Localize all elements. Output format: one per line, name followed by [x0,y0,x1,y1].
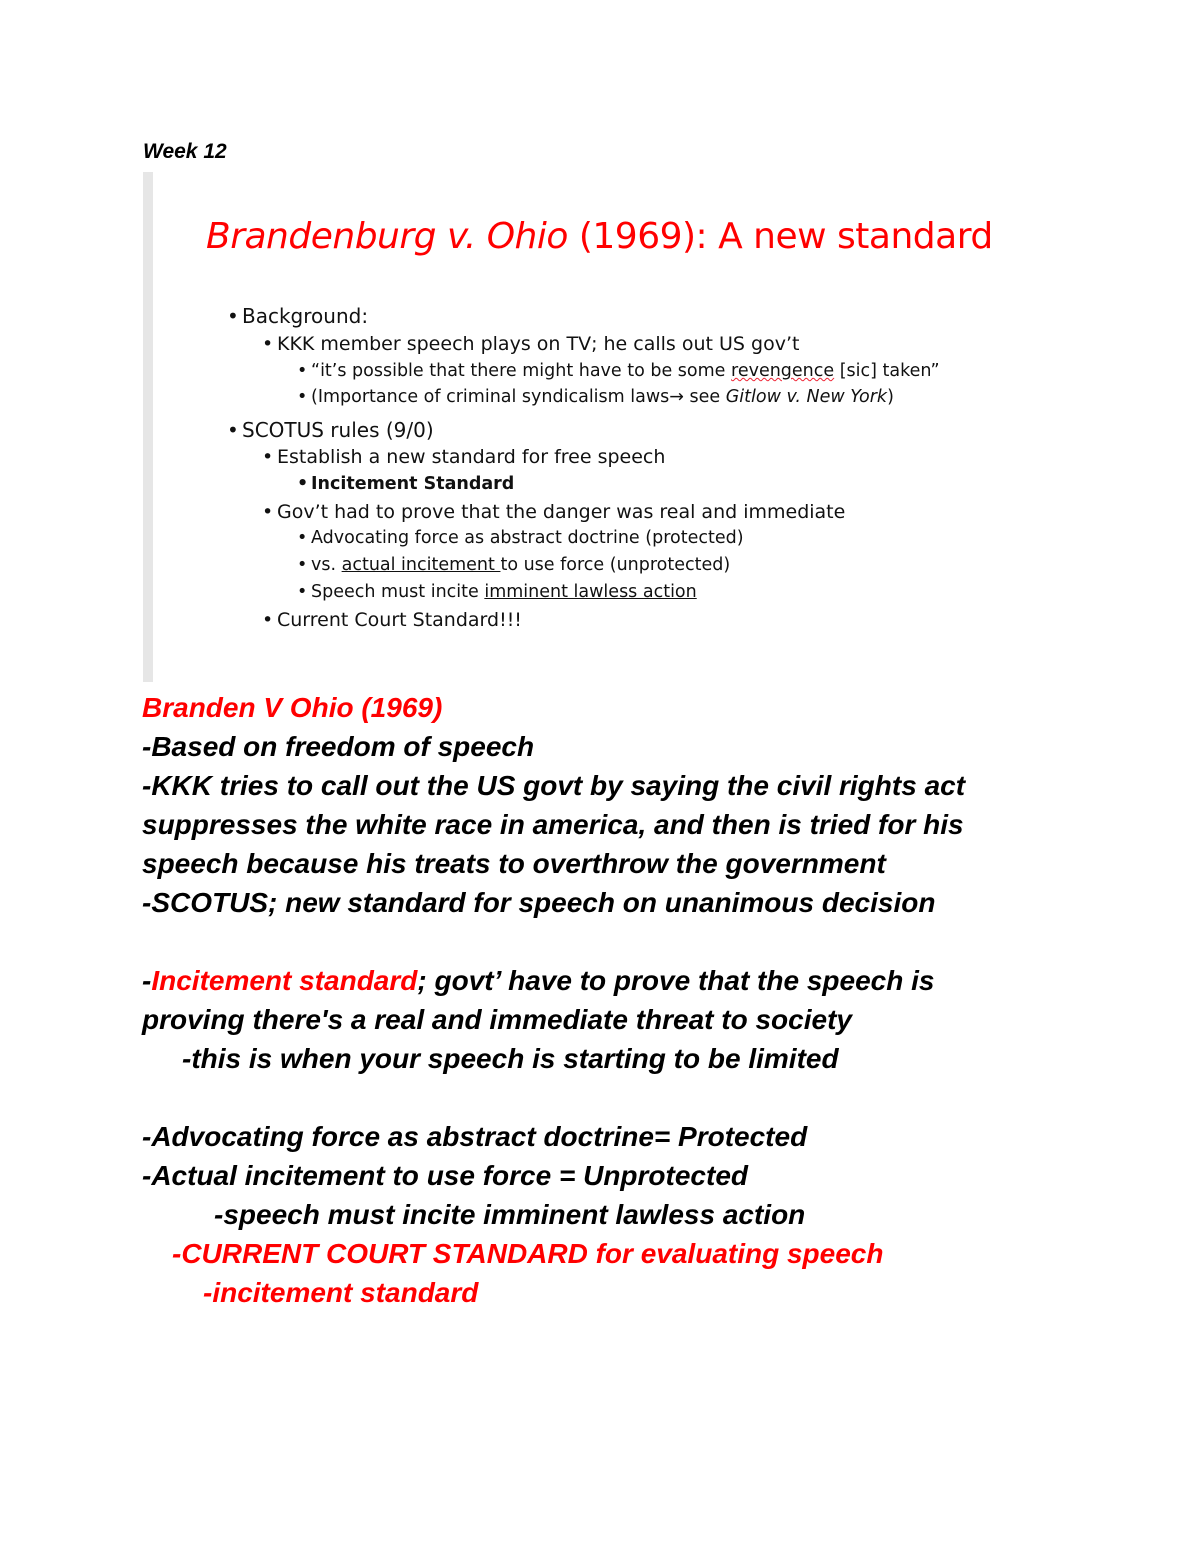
note-line: -KKK tries to call out the US govt by saying the civil rights act [142,770,966,801]
slide-title-case: Brandenburg v. Ohio [206,216,568,257]
note-line-incitement-standard: -incitement standard [203,1277,479,1308]
bullet-quote: • “it’s possible that there might have to be some revengence [sic] taken” [311,361,940,381]
note-line: -Advocating force as abstract doctrine= Protected [142,1121,808,1152]
handwritten-notes [142,688,1142,1312]
gitlow-case: Gitlow v. New York [725,387,888,407]
note-line: suppresses the white race in america, and then is tried for his [142,809,964,840]
bullet-kkk-speech: • KKK member speech plays on TV; he calls out US gov’t [277,333,799,355]
bullet-advocating: • Advocating force as abstract doctrine (protected) [311,528,744,548]
note-line: proving there's a real and immediate threat to society [142,1004,852,1035]
incitement-highlight: Incitement standard [151,965,418,996]
note-line: -Based on freedom of speech [142,731,535,762]
note-line-current-standard: -CURRENT COURT STANDARD for evaluating speech [172,1238,884,1269]
note-line-incitement: -Incitement standard; govt’ have to prove that the speech is [142,965,935,996]
bullet-incitement-standard: • Incitement Standard [311,474,514,494]
note-line: -speech must incite imminent lawless action [214,1199,806,1230]
bullet-establish: • Establish a new standard for free speech [277,446,665,468]
note-line: speech because his treats to overthrow the government [142,848,886,879]
bullet-imminent: • Speech must incite imminent lawless action [311,582,697,602]
slide-title [206,216,993,257]
bullet-background: • Background: [242,304,368,328]
week-label: Week 12 [143,140,227,163]
spacer [142,922,1142,961]
spacer [142,1078,1142,1117]
slide-title-rest: (1969): A new standard [567,216,993,257]
notes-heading: Branden V Ohio (1969) [142,692,443,723]
bullet-importance: • (Importance of criminal syndicalism laws→ see Gitlow v. New York) [311,387,894,407]
misspelled-word: revengence [731,361,835,381]
bullet-actual-incitement: • vs. actual incitement to use force (unprotected) [311,555,730,575]
lecture-slide [143,172,1113,682]
note-line: -SCOTUS; new standard for speech on unanimous decision [142,887,936,918]
note-line: -this is when your speech is starting to be limited [182,1043,839,1074]
bullet-scotus-rules: • SCOTUS rules (9/0) [242,418,434,442]
bullet-current-standard: • Current Court Standard!!! [277,609,522,631]
bullet-govt-prove: • Gov’t had to prove that the danger was real and immediate [277,501,845,523]
note-line: -Actual incitement to use force = Unprotected [142,1160,748,1191]
